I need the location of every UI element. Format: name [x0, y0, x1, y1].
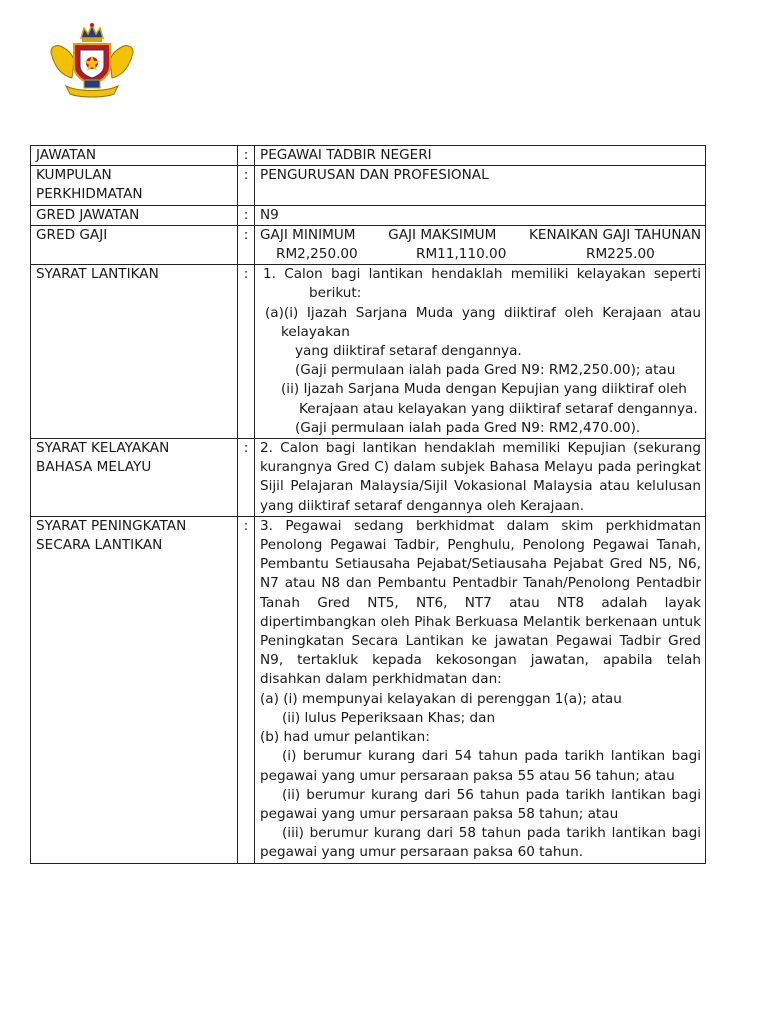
table-row [31, 516, 706, 863]
colon: : [238, 146, 255, 166]
colon: : [238, 166, 255, 205]
table-row [31, 166, 706, 205]
min-salary-value: RM2,250.00 [276, 246, 358, 263]
table-row [31, 225, 706, 264]
salary-grid [255, 225, 706, 264]
row-label: SYARAT KELAYAKAN BAHASA MELAYU [31, 439, 238, 517]
row-label: SYARAT LANTIKAN [31, 265, 238, 439]
table-row [31, 205, 706, 225]
row-label: SYARAT PENINGKATAN SECARA LANTIKAN [31, 516, 238, 863]
colon: : [238, 439, 255, 517]
table-row [31, 146, 706, 166]
table-row [31, 265, 706, 439]
row-value: 3. Pegawai sedang berkhidmat dalam skim perkhidmatan Penolong Pegawai Tadbir, Penghulu, Penolong Pegawai Tanah, Pembantu Setiausaha Pejabat/Setiausaha Pejabat Gred N5, N6, N7 atau N8 dan Pembantu Pentadbir Tanah/Penolong Pentadbir Tanah Gred NT5, NT6, NT7 atau NT8 adalah layak dipertimbangkan oleh Pihak Berkuasa Melantik berkenaan untuk Peningkatan Secara Lantikan ke jawatan Pegawai Tadbir Gred N9, tertakluk kepada kekosongan jawatan, apabila telah disahkan dalam perkhidmatan dan: (a) (i) mempunyai kelayakan di perenggan 1(a); atau (ii) lulus Peperiksaan Khas; dan (b) had umur pelantikan: (i) berumur kurang dari 54 tahun pada tarikh lantikan bagi pegawai yang umur persaraan paksa 55 atau 56 tahun; atau (ii) berumur kurang dari 56 tahun pada tarikh lantikan bagi pegawai yang umur persaraan paksa 58 tahun; atau (iii) berumur kurang dari 58 tahun pada tarikh lantikan bagi pegawai yang umur persaraan paksa 60 tahun. [255, 516, 706, 863]
row-label: KUMPULAN PERKHIDMATAN [31, 166, 238, 205]
colon: : [238, 205, 255, 225]
row-value: 1. Calon bagi lantikan hendaklah memiliki kelayakan seperti berikut: (a)(i) Ijazah Sarjana Muda yang diiktiraf oleh Kerajaan atau kelayakan yang diiktiraf setaraf dengannya. (Gaji permulaan ialah pada Gred N9: RM2,250.00); atau (ii) Ijazah Sarjana Muda dengan Kepujian yang diiktiraf oleh Kerajaan atau kelayakan yang diiktiraf setaraf dengannya. (Gaji permulaan ialah pada Gred N9: RM2,470.00). [255, 265, 706, 439]
colon: : [238, 516, 255, 863]
row-value: 2. Calon bagi lantikan hendaklah memiliki Kepujian (sekurang kurangnya Gred C) dalam subjek Bahasa Melayu pada peringkat Sijil Pelajaran Malaysia/Sijil Vokasional Malaysia atau kelulusan yang diiktiraf setaraf dengannya oleh Kerajaan. [255, 439, 706, 517]
row-label: JAWATAN [31, 146, 238, 166]
row-label: GRED JAWATAN [31, 205, 238, 225]
annual-increment-header: KENAIKAN GAJI TAHUNAN [529, 226, 701, 243]
row-value: PENGURUSAN DAN PROFESIONAL [255, 166, 706, 205]
colon: : [238, 265, 255, 439]
job-info-table [30, 145, 706, 864]
row-label: GRED GAJI [31, 225, 238, 264]
annual-increment-value: RM225.00 [586, 246, 655, 263]
state-crest-icon [44, 20, 140, 98]
table-row [31, 439, 706, 517]
row-value: N9 [255, 205, 706, 225]
min-salary-header: GAJI MINIMUM [260, 226, 356, 243]
colon: : [238, 225, 255, 264]
max-salary-value: RM11,110.00 [416, 246, 507, 263]
row-value: PEGAWAI TADBIR NEGERI [255, 146, 706, 166]
max-salary-header: GAJI MAKSIMUM [388, 226, 497, 243]
